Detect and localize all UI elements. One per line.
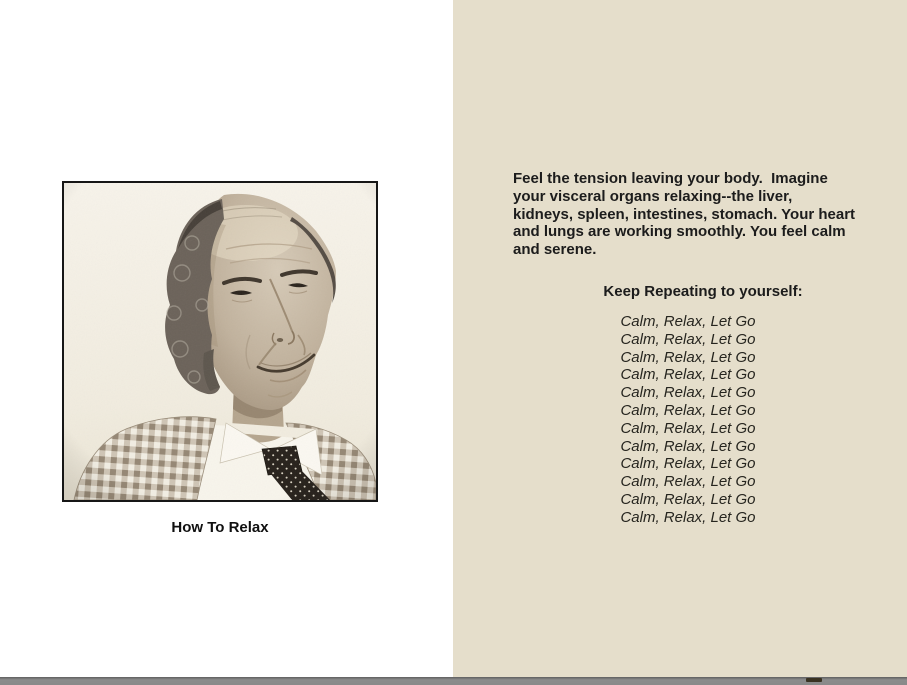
mantra-line: Calm, Relax, Let Go (620, 401, 756, 419)
mantra-line: Calm, Relax, Let Go (620, 313, 756, 330)
photo-caption: How To Relax (171, 519, 269, 536)
mantra-list (513, 313, 863, 527)
mantra-line: Calm, Relax, Let Go (620, 455, 756, 473)
mantra-line: Calm, Relax, Let Go (620, 490, 756, 508)
paragraph-line: kidneys, spleen, intestines, stomach. Your heart (513, 205, 856, 223)
bottom-bar-mark (806, 678, 822, 682)
mantra-line: Calm, Relax, Let Go (620, 508, 756, 526)
mantra-line: Calm, Relax, Let Go (620, 419, 756, 437)
portrait-photo (64, 183, 376, 500)
paragraph-line: and lungs are working smoothly. You feel calm (513, 223, 846, 241)
intro-paragraph (513, 170, 855, 259)
bottom-window-edge (0, 677, 907, 685)
mantra-line: Calm, Relax, Let Go (620, 437, 756, 455)
portrait-photo-frame (62, 181, 378, 502)
left-page (0, 0, 453, 685)
mantra-line: Calm, Relax, Let Go (620, 348, 756, 366)
mantra-line: Calm, Relax, Let Go (620, 366, 756, 384)
mantra-line: Calm, Relax, Let Go (620, 330, 756, 348)
mantra-line: Calm, Relax, Let Go (620, 473, 756, 491)
right-page (453, 0, 907, 685)
paragraph-line: Feel the tension leaving your body. Imagine (513, 170, 828, 187)
paragraph-line: and serene. (513, 241, 597, 259)
mantra-line: Calm, Relax, Let Go (620, 384, 756, 402)
repeat-subheading: Keep Repeating to yourself: (603, 283, 803, 300)
paragraph-line: your visceral organs relaxing--the liver, (513, 187, 793, 205)
